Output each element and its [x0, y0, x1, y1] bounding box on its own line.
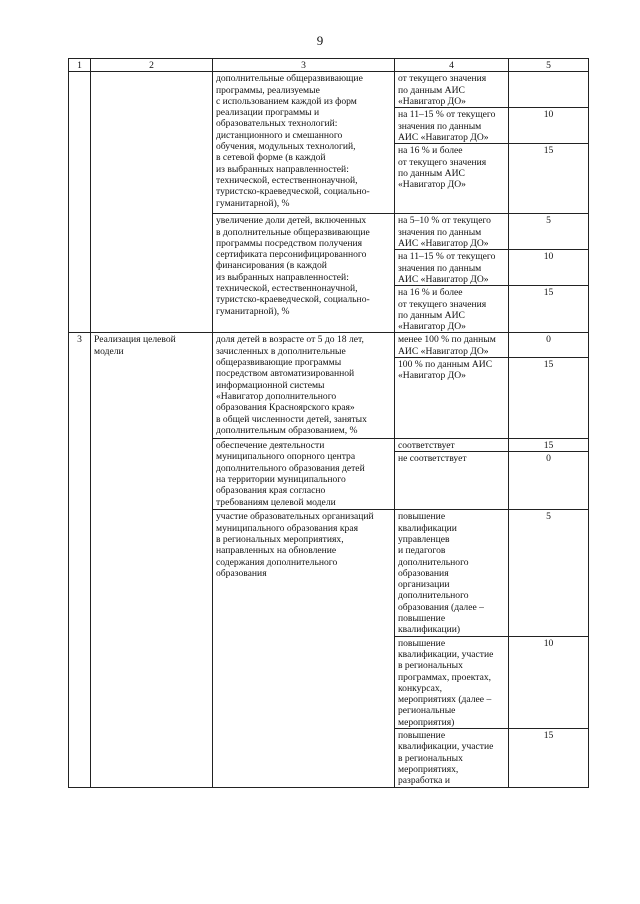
score: 15: [509, 729, 589, 788]
header-col-3: 3: [213, 59, 395, 72]
score: 10: [509, 108, 589, 144]
value-text: на 16 % и более от текущего значения по данным АИС «Навигатор ДО»: [395, 144, 509, 214]
indicator-text: участие образовательных организаций муниципального образования края в региональных мероприятиях, направленных на обновление содержания дополнительного образования: [213, 510, 395, 788]
score: 15: [509, 144, 589, 214]
table-header-row: [69, 59, 589, 72]
value-text: 100 % по данным АИС «Навигатор ДО»: [395, 358, 509, 439]
score: 5: [509, 214, 589, 250]
value-text: соответствует: [395, 439, 509, 452]
cell-number-empty: [69, 72, 91, 333]
score: 10: [509, 250, 589, 286]
score: 10: [509, 636, 589, 728]
score: 15: [509, 286, 589, 333]
value-text: повышение квалификации, участие в региональных программах, проектах, конкурсах, мероприятиях (далее – региональные мероприятия): [395, 636, 509, 728]
cell-criterion-empty: [91, 72, 213, 333]
indicator-text: увеличение доли детей, включенных в дополнительные общеразвивающие программы посредством получения сертификата персонифицированного финансирования (в каждой из выбранных направленностей: технической, естественнонаучной, туристско-краеведческой, социально- гуманитарной), %: [213, 214, 395, 333]
value-text: на 5–10 % от текущего значения по данным АИС «Навигатор ДО»: [395, 214, 509, 250]
header-col-4: 4: [395, 59, 509, 72]
indicator-text: обеспечение деятельности муниципального опорного центра дополнительного образования детей на территории муниципального образования края согласно требованиям целевой модели: [213, 439, 395, 510]
indicator-text: дополнительные общеразвивающие программы, реализуемые с использованием каждой из форм реализации программы и образовательных технологий: дистанционного и смешанного обучения, модульных технологий, в сетевой форме (в каждой из выбранных направленностей: технической, естественнонаучной, туристско-краеведческой, социально- гуманитарной), %: [213, 72, 395, 214]
value-text: не соответствует: [395, 452, 509, 510]
score: 0: [509, 452, 589, 510]
score: 0: [509, 333, 589, 358]
header-col-1: 1: [69, 59, 91, 72]
page-number: 9: [316, 33, 324, 48]
row-number: 3: [69, 333, 91, 788]
score: 15: [509, 358, 589, 439]
score: 15: [509, 439, 589, 452]
value-text: на 16 % и более от текущего значения по данным АИС «Навигатор ДО»: [395, 286, 509, 333]
value-text: на 11–15 % от текущего значения по данным АИС «Навигатор ДО»: [395, 250, 509, 286]
indicator-text: доля детей в возрасте от 5 до 18 лет, зачисленных в дополнительные общеразвивающие программы посредством автоматизированной информационной системы «Навигатор дополнительного образования Красноярского края» в общей численности детей, занятых дополнительным образованием, %: [213, 333, 395, 439]
header-col-2: 2: [91, 59, 213, 72]
header-col-5: 5: [509, 59, 589, 72]
value-text: повышение квалификации управленцев и педагогов дополнительного образования организации дополнительного образования (далее – повышение квалификации): [395, 510, 509, 636]
value-text: менее 100 % по данным АИС «Навигатор ДО»: [395, 333, 509, 358]
criteria-table: [68, 58, 589, 788]
score: [509, 72, 589, 108]
criterion-name: Реализация целевой модели: [91, 333, 213, 788]
value-text: на 11–15 % от текущего значения по данным АИС «Навигатор ДО»: [395, 108, 509, 144]
value-text: повышение квалификации, участие в региональных мероприятиях, разработка и: [395, 729, 509, 788]
table-row: [69, 72, 589, 108]
score: 5: [509, 510, 589, 636]
table-row: [69, 333, 589, 358]
value-text: от текущего значения по данным АИС «Навигатор ДО»: [395, 72, 509, 108]
